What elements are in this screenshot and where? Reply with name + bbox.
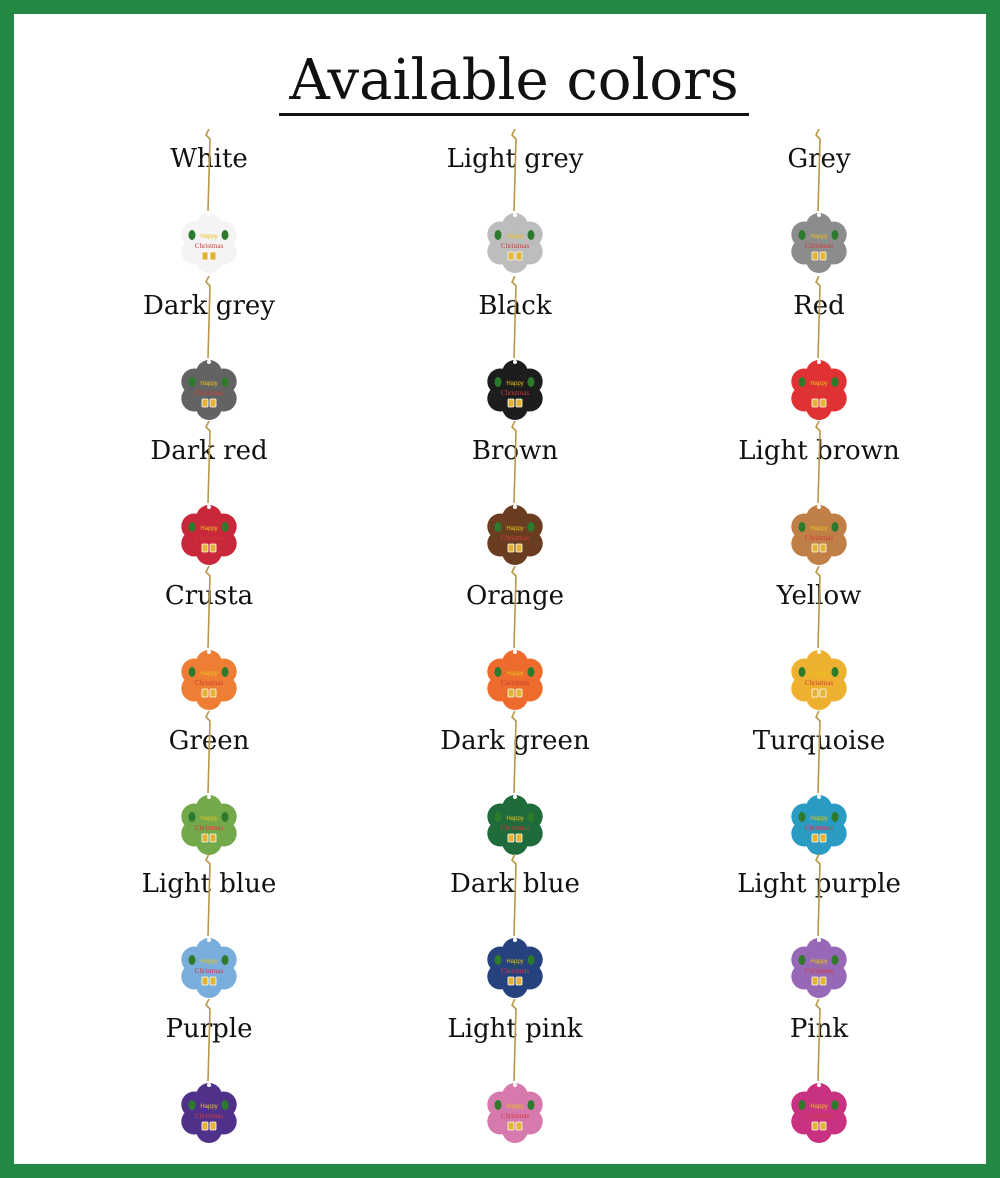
svg-text:Happy: Happy bbox=[200, 526, 218, 532]
ornament-icon bbox=[487, 795, 542, 855]
string-icon bbox=[206, 566, 210, 648]
color-swatch bbox=[365, 854, 665, 1000]
string-icon bbox=[206, 711, 210, 793]
color-swatch-label: Orange bbox=[465, 581, 565, 611]
color-swatch bbox=[59, 566, 359, 712]
svg-text:Christmas: Christmas bbox=[804, 1112, 834, 1120]
svg-text:Happy: Happy bbox=[200, 234, 218, 240]
color-swatch bbox=[669, 421, 969, 567]
color-swatch-label: Dark red bbox=[150, 436, 268, 466]
ornament-image bbox=[789, 129, 849, 275]
svg-text:Happy: Happy bbox=[200, 671, 218, 677]
svg-text:Christmas: Christmas bbox=[194, 967, 224, 975]
svg-text:Happy: Happy bbox=[810, 1104, 828, 1110]
ornament-icon bbox=[181, 795, 236, 855]
svg-text:Christmas: Christmas bbox=[194, 242, 224, 250]
svg-text:Happy: Happy bbox=[200, 816, 218, 822]
string-icon bbox=[816, 999, 820, 1081]
string-icon bbox=[816, 711, 820, 793]
svg-text:Christmas: Christmas bbox=[194, 389, 224, 397]
color-swatch-label: Pink bbox=[789, 1014, 849, 1044]
svg-text:Christmas: Christmas bbox=[194, 1112, 224, 1120]
color-swatch-label: Light brown bbox=[738, 436, 900, 466]
color-swatch-label: Green bbox=[168, 726, 250, 756]
color-swatch bbox=[365, 129, 665, 275]
ornament-image bbox=[485, 999, 545, 1145]
svg-text:Christmas: Christmas bbox=[804, 242, 834, 250]
color-swatch-label: Purple bbox=[165, 1014, 253, 1044]
ornament-icon bbox=[181, 938, 236, 998]
ornament-icon bbox=[791, 213, 846, 273]
color-swatch bbox=[365, 566, 665, 712]
svg-text:Christmas: Christmas bbox=[500, 967, 530, 975]
string-icon bbox=[512, 711, 516, 793]
ornament-icon bbox=[181, 505, 236, 565]
svg-text:Happy: Happy bbox=[506, 526, 524, 532]
color-swatch bbox=[365, 421, 665, 567]
ornament-image bbox=[485, 566, 545, 712]
string-icon bbox=[816, 129, 820, 211]
color-swatch-label: White bbox=[170, 144, 248, 174]
svg-text:Happy: Happy bbox=[810, 526, 828, 532]
ornament-icon bbox=[487, 213, 542, 273]
color-swatch bbox=[669, 566, 969, 712]
color-swatch bbox=[365, 711, 665, 857]
svg-text:Christmas: Christmas bbox=[804, 534, 834, 542]
string-icon bbox=[512, 276, 516, 358]
svg-text:Happy: Happy bbox=[506, 1104, 524, 1110]
ornament-image bbox=[789, 854, 849, 1000]
color-swatch bbox=[59, 999, 359, 1145]
svg-text:Christmas: Christmas bbox=[500, 679, 530, 687]
string-icon bbox=[512, 566, 516, 648]
svg-text:Christmas: Christmas bbox=[804, 824, 834, 832]
ornament-icon bbox=[791, 1083, 846, 1143]
svg-text:Happy: Happy bbox=[506, 959, 524, 965]
color-swatch bbox=[365, 999, 665, 1145]
color-swatch bbox=[669, 854, 969, 1000]
svg-text:Happy: Happy bbox=[810, 381, 828, 387]
ornament-image bbox=[485, 129, 545, 275]
svg-text:Happy: Happy bbox=[200, 959, 218, 965]
ornament-icon bbox=[487, 1083, 542, 1143]
svg-text:Happy: Happy bbox=[200, 381, 218, 387]
string-icon bbox=[816, 566, 820, 648]
ornament-icon bbox=[181, 650, 236, 710]
color-swatch-label: Brown bbox=[471, 436, 559, 466]
ornament-icon bbox=[487, 650, 542, 710]
svg-text:Happy: Happy bbox=[506, 234, 524, 240]
color-swatch-label: Light blue bbox=[141, 869, 277, 899]
ornament-icon bbox=[791, 650, 846, 710]
color-swatch bbox=[59, 711, 359, 857]
string-icon bbox=[512, 999, 516, 1081]
string-icon bbox=[512, 129, 516, 211]
color-swatch bbox=[365, 276, 665, 422]
string-icon bbox=[512, 854, 516, 936]
ornament-image bbox=[485, 421, 545, 567]
color-swatch-label: Red bbox=[793, 291, 845, 321]
color-swatch-label: Grey bbox=[787, 144, 851, 174]
ornament-image bbox=[789, 421, 849, 567]
svg-text:Happy: Happy bbox=[506, 381, 524, 387]
color-swatch-label: Dark grey bbox=[143, 291, 275, 321]
svg-text:Christmas: Christmas bbox=[500, 389, 530, 397]
svg-text:Christmas: Christmas bbox=[804, 679, 834, 687]
color-swatch-label: Yellow bbox=[776, 581, 862, 611]
ornament-image bbox=[179, 854, 239, 1000]
ornament-image bbox=[179, 999, 239, 1145]
svg-text:Christmas: Christmas bbox=[804, 389, 834, 397]
color-swatch-label: Dark green bbox=[440, 726, 590, 756]
svg-text:Christmas: Christmas bbox=[500, 534, 530, 542]
ornament-image bbox=[485, 854, 545, 1000]
svg-text:Christmas: Christmas bbox=[804, 967, 834, 975]
string-icon bbox=[206, 421, 210, 503]
ornament-image bbox=[485, 276, 545, 422]
svg-text:Happy: Happy bbox=[810, 959, 828, 965]
title-underline bbox=[279, 113, 749, 116]
ornament-image bbox=[485, 711, 545, 857]
ornament-icon bbox=[487, 938, 542, 998]
ornament-icon bbox=[791, 505, 846, 565]
color-swatch bbox=[59, 854, 359, 1000]
ornament-image bbox=[179, 421, 239, 567]
svg-text:Happy: Happy bbox=[810, 671, 828, 677]
color-swatch-label: Dark blue bbox=[450, 869, 580, 899]
string-icon bbox=[512, 421, 516, 503]
ornament-image bbox=[179, 711, 239, 857]
ornament-image bbox=[179, 276, 239, 422]
ornament-icon bbox=[487, 360, 542, 420]
ornament-image bbox=[789, 566, 849, 712]
ornament-icon bbox=[791, 795, 846, 855]
string-icon bbox=[816, 421, 820, 503]
color-swatch bbox=[669, 276, 969, 422]
ornament-image bbox=[789, 276, 849, 422]
ornament-icon bbox=[181, 213, 236, 273]
ornament-image bbox=[789, 711, 849, 857]
svg-text:Christmas: Christmas bbox=[500, 1112, 530, 1120]
color-swatch-label: Light grey bbox=[446, 144, 584, 174]
string-icon bbox=[206, 854, 210, 936]
svg-text:Christmas: Christmas bbox=[194, 534, 224, 542]
svg-text:Happy: Happy bbox=[200, 1104, 218, 1110]
svg-text:Happy: Happy bbox=[506, 671, 524, 677]
ornament-image bbox=[179, 129, 239, 275]
svg-text:Christmas: Christmas bbox=[500, 824, 530, 832]
color-swatch-label: Turquoise bbox=[752, 726, 886, 756]
page-title: Available colors bbox=[289, 48, 739, 113]
string-icon bbox=[206, 276, 210, 358]
svg-text:Happy: Happy bbox=[506, 816, 524, 822]
string-icon bbox=[816, 854, 820, 936]
ornament-icon bbox=[181, 360, 236, 420]
ornament-icon bbox=[791, 360, 846, 420]
color-swatch bbox=[669, 129, 969, 275]
color-swatch bbox=[59, 129, 359, 275]
color-swatch-label: Light purple bbox=[737, 869, 901, 899]
color-swatch-label: Light pink bbox=[447, 1014, 583, 1044]
string-icon bbox=[816, 276, 820, 358]
svg-text:Christmas: Christmas bbox=[500, 242, 530, 250]
color-swatch bbox=[669, 711, 969, 857]
svg-text:Happy: Happy bbox=[810, 816, 828, 822]
color-swatch bbox=[669, 999, 969, 1145]
color-swatch-label: Black bbox=[478, 291, 552, 321]
svg-text:Happy: Happy bbox=[810, 234, 828, 240]
ornament-icon bbox=[487, 505, 542, 565]
ornament-image bbox=[789, 999, 849, 1145]
ornament-image bbox=[179, 566, 239, 712]
string-icon bbox=[206, 999, 210, 1081]
ornament-icon bbox=[181, 1083, 236, 1143]
svg-text:Christmas: Christmas bbox=[194, 824, 224, 832]
string-icon bbox=[206, 129, 210, 211]
color-swatch-label: Crusta bbox=[164, 581, 254, 611]
ornament-icon bbox=[791, 938, 846, 998]
color-swatch bbox=[59, 276, 359, 422]
svg-text:Christmas: Christmas bbox=[194, 679, 224, 687]
color-swatch bbox=[59, 421, 359, 567]
